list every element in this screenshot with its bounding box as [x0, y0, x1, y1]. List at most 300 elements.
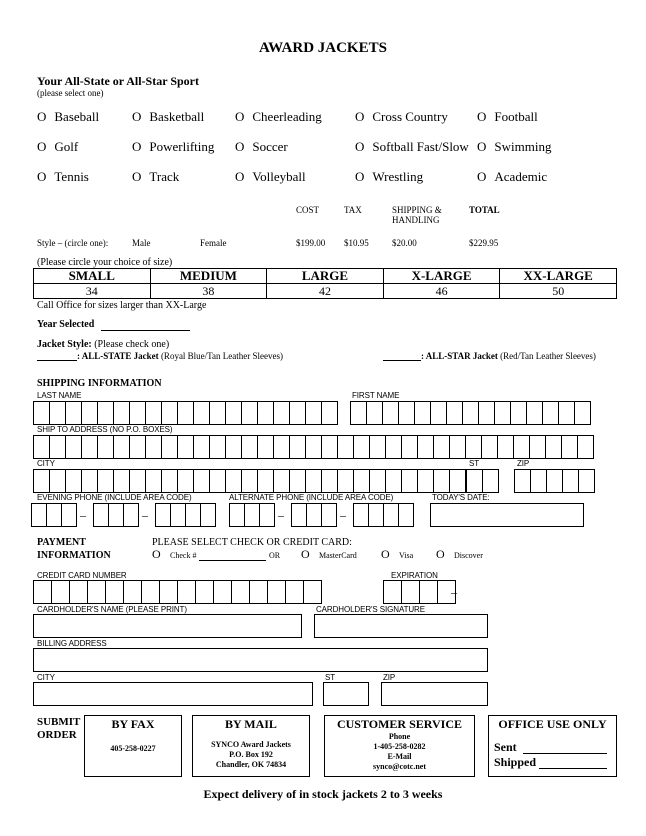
billing-address-field[interactable]	[33, 648, 488, 672]
submit-label-1: SUBMIT	[37, 716, 81, 728]
total-value: $229.95	[469, 238, 499, 248]
cardholder-signature-label: CARDHOLDER'S SIGNATURE	[316, 605, 425, 614]
expiration-cells[interactable]	[383, 580, 455, 604]
sport-option-label: Cheerleading	[252, 109, 322, 124]
char-cell[interactable]	[257, 469, 274, 493]
cs-phone-label: Phone	[388, 732, 411, 741]
all-star-name: : ALL-STAR Jacket	[421, 351, 498, 361]
char-cell[interactable]	[69, 580, 88, 604]
char-cell[interactable]	[303, 580, 322, 604]
shipping-value: $20.00	[392, 238, 417, 248]
sport-option-label: Track	[149, 169, 180, 184]
char-cell[interactable]	[542, 401, 559, 425]
char-cell[interactable]	[65, 469, 82, 493]
sport-option[interactable]	[477, 109, 538, 125]
char-cell[interactable]	[209, 469, 226, 493]
char-cell[interactable]	[526, 401, 543, 425]
char-cell[interactable]	[33, 469, 50, 493]
char-cell[interactable]	[225, 401, 242, 425]
size-header[interactable]: SMALL	[34, 269, 151, 284]
char-cell[interactable]	[446, 401, 463, 425]
char-cell[interactable]	[49, 401, 66, 425]
size-value[interactable]: 38	[150, 284, 267, 299]
char-cell[interactable]	[257, 435, 274, 459]
by-fax-heading: BY FAX	[111, 717, 155, 731]
char-cell[interactable]	[177, 435, 194, 459]
char-cell[interactable]	[562, 469, 579, 493]
char-cell[interactable]	[510, 401, 527, 425]
char-cell[interactable]	[241, 401, 258, 425]
customer-service-box	[324, 715, 475, 777]
by-mail-box	[192, 715, 310, 777]
char-cell[interactable]	[129, 435, 146, 459]
evening-phone-line[interactable]	[155, 503, 215, 527]
mastercard-label: MasterCard	[319, 551, 357, 560]
char-cell[interactable]	[241, 469, 258, 493]
size-value[interactable]: 34	[34, 284, 151, 299]
sport-option[interactable]	[132, 139, 214, 155]
payment-select-text: PLEASE SELECT CHECK OR CREDIT CARD:	[152, 537, 352, 548]
char-cell[interactable]	[51, 580, 70, 604]
char-cell[interactable]	[213, 580, 232, 604]
st-cells[interactable]	[466, 469, 498, 493]
char-cell[interactable]	[305, 401, 322, 425]
all-state-name: : ALL-STATE Jacket	[77, 351, 159, 361]
char-cell[interactable]	[546, 469, 563, 493]
billing-st-field[interactable]	[323, 682, 369, 706]
char-cell[interactable]	[383, 580, 402, 604]
char-cell[interactable]	[161, 435, 178, 459]
char-cell[interactable]	[97, 435, 114, 459]
char-cell[interactable]	[145, 401, 162, 425]
char-cell[interactable]	[229, 503, 245, 527]
char-cell[interactable]	[81, 401, 98, 425]
char-cell[interactable]	[385, 469, 402, 493]
radio-circle-icon[interactable]: O	[37, 109, 47, 124]
char-cell[interactable]	[129, 469, 146, 493]
sport-option[interactable]	[37, 139, 78, 155]
alternate-phone-label: ALTERNATE PHONE (INCLUDE AREA CODE)	[229, 493, 394, 502]
char-cell[interactable]	[49, 435, 66, 459]
size-instruction: (Please circle your choice of size)	[37, 257, 173, 268]
mail-line-3: Chandler, OK 74834	[215, 760, 287, 769]
size-header[interactable]: LARGE	[267, 269, 384, 284]
sport-option-label: Swimming	[494, 139, 552, 154]
radio-circle-icon[interactable]: O	[477, 109, 487, 124]
sport-option[interactable]	[37, 109, 99, 125]
char-cell[interactable]	[225, 435, 242, 459]
char-cell[interactable]	[161, 401, 178, 425]
char-cell[interactable]	[87, 580, 106, 604]
char-cell[interactable]	[259, 503, 275, 527]
char-cell[interactable]	[419, 580, 438, 604]
sport-option[interactable]	[37, 169, 89, 185]
phone-dash: –	[80, 508, 86, 522]
alternate-phone-prefix[interactable]	[291, 503, 336, 527]
visa-label: Visa	[399, 551, 414, 560]
char-cell[interactable]	[529, 435, 546, 459]
sport-option-label: Football	[494, 109, 538, 124]
cardholder-name-field[interactable]	[33, 614, 302, 638]
char-cell[interactable]	[244, 503, 260, 527]
char-cell[interactable]	[417, 469, 434, 493]
char-cell[interactable]	[289, 401, 306, 425]
size-value[interactable]: 42	[267, 284, 384, 299]
char-cell[interactable]	[578, 469, 595, 493]
last-name-label: LAST NAME	[37, 391, 82, 400]
jacket-style-instruction: (Please check one)	[94, 339, 170, 350]
char-cell[interactable]	[249, 580, 268, 604]
char-cell[interactable]	[113, 401, 130, 425]
char-cell[interactable]	[61, 503, 77, 527]
char-cell[interactable]	[289, 435, 306, 459]
char-cell[interactable]	[321, 401, 338, 425]
size-value[interactable]: 46	[383, 284, 500, 299]
radio-circle-icon[interactable]: O	[37, 169, 47, 184]
card-number-cells[interactable]	[33, 580, 321, 604]
char-cell[interactable]	[97, 469, 114, 493]
char-cell[interactable]	[305, 469, 322, 493]
all-star-desc: (Red/Tan Leather Sleeves)	[500, 351, 596, 361]
char-cell[interactable]	[337, 435, 354, 459]
size-header[interactable]: X-LARGE	[383, 269, 500, 284]
char-cell[interactable]	[321, 469, 338, 493]
char-cell[interactable]	[241, 435, 258, 459]
last-name-cells[interactable]	[33, 401, 337, 425]
address-cells[interactable]	[33, 435, 593, 459]
sport-option-label: Volleyball	[252, 169, 306, 184]
char-cell[interactable]	[353, 469, 370, 493]
sport-option-label: Soccer	[252, 139, 288, 154]
billing-city-label: CITY	[37, 673, 55, 682]
style-male[interactable]: Male	[132, 238, 151, 248]
char-cell[interactable]	[129, 401, 146, 425]
address-label: SHIP TO ADDRESS (NO P.O. BOXES)	[37, 425, 173, 434]
char-cell[interactable]	[383, 503, 399, 527]
sport-option[interactable]	[355, 169, 423, 185]
char-cell[interactable]	[401, 469, 418, 493]
char-cell[interactable]	[497, 435, 514, 459]
office-use-box	[488, 715, 617, 777]
first-name-cells[interactable]	[350, 401, 590, 425]
char-cell[interactable]	[123, 580, 142, 604]
char-cell[interactable]	[105, 580, 124, 604]
by-mail-heading: BY MAIL	[225, 717, 277, 731]
char-cell[interactable]	[113, 435, 130, 459]
st-label: ST	[469, 459, 480, 468]
char-cell[interactable]	[353, 503, 369, 527]
sport-option[interactable]	[235, 109, 322, 125]
char-cell[interactable]	[574, 401, 591, 425]
char-cell[interactable]	[81, 435, 98, 459]
style-label: Style – (circle one):	[37, 238, 109, 248]
radio-circle-icon[interactable]: O	[132, 109, 142, 124]
zip-label: ZIP	[517, 459, 530, 468]
evening-phone-prefix[interactable]	[93, 503, 138, 527]
shipped-field[interactable]	[539, 768, 607, 769]
discover-label: Discover	[454, 551, 483, 560]
sport-option[interactable]	[355, 139, 469, 155]
char-cell[interactable]	[430, 401, 447, 425]
char-cell[interactable]	[155, 503, 171, 527]
sport-subheading: (please select one)	[37, 88, 104, 98]
char-cell[interactable]	[494, 401, 511, 425]
char-cell[interactable]	[65, 401, 82, 425]
char-cell[interactable]	[369, 435, 386, 459]
char-cell[interactable]	[209, 435, 226, 459]
submit-label-2: ORDER	[37, 729, 77, 741]
char-cell[interactable]	[401, 435, 418, 459]
char-cell[interactable]	[185, 503, 201, 527]
radio-circle-icon[interactable]: O	[235, 169, 245, 184]
char-cell[interactable]	[337, 469, 354, 493]
phone-dash: –	[278, 508, 284, 522]
shipping-header-line2: HANDLING	[392, 215, 440, 225]
char-cell[interactable]	[273, 435, 290, 459]
radio-check[interactable]: O	[152, 547, 161, 561]
sport-option-label: Cross Country	[372, 109, 448, 124]
char-cell[interactable]	[193, 469, 210, 493]
char-cell[interactable]	[177, 469, 194, 493]
zip-cells[interactable]	[514, 469, 594, 493]
cardholder-name-label: CARDHOLDER'S NAME (PLEASE PRINT)	[37, 605, 187, 614]
check-label: Check #	[170, 551, 197, 560]
char-cell[interactable]	[462, 401, 479, 425]
alternate-phone-line[interactable]	[353, 503, 413, 527]
sport-option[interactable]	[132, 109, 204, 125]
shipping-heading: SHIPPING INFORMATION	[37, 378, 162, 389]
char-cell[interactable]	[401, 580, 420, 604]
char-cell[interactable]	[231, 580, 250, 604]
sport-option-label: Wrestling	[372, 169, 424, 184]
char-cell[interactable]	[141, 580, 160, 604]
all-state-check-field[interactable]	[37, 360, 77, 361]
char-cell[interactable]	[177, 580, 196, 604]
radio-circle-icon[interactable]: O	[355, 109, 365, 124]
sent-label: Sent	[494, 740, 517, 754]
char-cell[interactable]	[209, 401, 226, 425]
char-cell[interactable]	[368, 503, 384, 527]
char-cell[interactable]	[385, 435, 402, 459]
billing-st-label: ST	[325, 673, 336, 682]
char-cell[interactable]	[195, 580, 214, 604]
city-label: CITY	[37, 459, 55, 468]
radio-circle-icon[interactable]: O	[235, 139, 245, 154]
char-cell[interactable]	[433, 435, 450, 459]
char-cell[interactable]	[289, 469, 306, 493]
all-state-desc: (Royal Blue/Tan Leather Sleeves)	[160, 351, 284, 361]
sport-option-label: Tennis	[54, 169, 89, 184]
todays-date-field[interactable]	[430, 503, 584, 527]
radio-circle-icon[interactable]: O	[477, 169, 487, 184]
all-star-check-field[interactable]	[383, 360, 421, 361]
char-cell[interactable]	[350, 401, 367, 425]
sport-option[interactable]	[477, 139, 551, 155]
char-cell[interactable]	[398, 503, 414, 527]
radio-circle-icon[interactable]: O	[355, 169, 365, 184]
char-cell[interactable]	[33, 401, 50, 425]
char-cell[interactable]	[366, 401, 383, 425]
page-title: AWARD JACKETS	[259, 40, 387, 56]
cost-value: $199.00	[296, 238, 326, 248]
char-cell[interactable]	[31, 503, 47, 527]
char-cell[interactable]	[449, 435, 466, 459]
payment-heading-1: PAYMENT	[37, 537, 86, 548]
sport-option-label: Baseball	[54, 109, 100, 124]
expiration-dash: –	[451, 585, 457, 599]
sent-field[interactable]	[523, 753, 607, 754]
char-cell[interactable]	[123, 503, 139, 527]
sport-option-label: Golf	[54, 139, 79, 154]
city-cells[interactable]	[33, 469, 465, 493]
radio-circle-icon[interactable]: O	[355, 139, 365, 154]
first-name-label: FIRST NAME	[352, 391, 400, 400]
char-cell[interactable]	[33, 580, 52, 604]
char-cell[interactable]	[177, 401, 194, 425]
sport-option[interactable]	[477, 169, 547, 185]
char-cell[interactable]	[49, 469, 66, 493]
char-cell[interactable]	[306, 503, 322, 527]
evening-phone-label: EVENING PHONE (INCLUDE AREA CODE)	[37, 493, 192, 502]
size-note: Call Office for sizes larger than XX-Large	[37, 300, 207, 311]
or-label: OR	[269, 551, 281, 560]
char-cell[interactable]	[530, 469, 547, 493]
char-cell[interactable]	[414, 401, 431, 425]
char-cell[interactable]	[465, 435, 482, 459]
radio-discover[interactable]: O	[436, 547, 445, 561]
sport-option-label: Academic	[494, 169, 548, 184]
char-cell[interactable]	[193, 435, 210, 459]
radio-circle-icon[interactable]: O	[132, 139, 142, 154]
sport-heading: Your All-State or All-Star Sport	[37, 74, 200, 88]
delivery-note: Expect delivery of in stock jackets 2 to 3 weeks	[203, 787, 443, 801]
char-cell[interactable]	[481, 435, 498, 459]
char-cell[interactable]	[558, 401, 575, 425]
char-cell[interactable]	[417, 435, 434, 459]
char-cell[interactable]	[353, 435, 370, 459]
cs-email: synco@cotc.net	[373, 762, 426, 771]
size-header[interactable]: MEDIUM	[150, 269, 267, 284]
evening-phone-area[interactable]	[31, 503, 76, 527]
char-cell[interactable]	[145, 469, 162, 493]
char-cell[interactable]	[200, 503, 216, 527]
char-cell[interactable]	[285, 580, 304, 604]
char-cell[interactable]	[482, 469, 499, 493]
char-cell[interactable]	[113, 469, 130, 493]
char-cell[interactable]	[466, 469, 483, 493]
phone-dash: –	[142, 508, 148, 522]
char-cell[interactable]	[33, 435, 50, 459]
sport-option-label: Softball Fast/Slow	[372, 139, 469, 154]
expiration-label: EXPIRATION	[391, 571, 438, 580]
sport-option[interactable]	[355, 109, 448, 125]
char-cell[interactable]	[513, 435, 530, 459]
size-table	[33, 268, 617, 299]
alternate-phone-area[interactable]	[229, 503, 274, 527]
radio-visa[interactable]: O	[381, 547, 390, 561]
char-cell[interactable]	[478, 401, 495, 425]
char-cell[interactable]	[321, 435, 338, 459]
char-cell[interactable]	[267, 580, 286, 604]
cs-email-label: E-Mail	[387, 752, 412, 761]
billing-zip-label: ZIP	[383, 673, 396, 682]
sport-option-label: Powerlifting	[149, 139, 215, 154]
char-cell[interactable]	[398, 401, 415, 425]
fax-number: 405-258-0227	[110, 744, 156, 753]
char-cell[interactable]	[514, 469, 531, 493]
char-cell[interactable]	[170, 503, 186, 527]
char-cell[interactable]	[161, 469, 178, 493]
char-cell[interactable]	[561, 435, 578, 459]
char-cell[interactable]	[108, 503, 124, 527]
char-cell[interactable]	[46, 503, 62, 527]
year-selected-field[interactable]	[101, 330, 190, 331]
jacket-style-heading: Jacket Style:	[37, 339, 92, 350]
total-header: TOTAL	[469, 205, 500, 215]
sport-option[interactable]	[235, 169, 306, 185]
radio-circle-icon[interactable]: O	[477, 139, 487, 154]
tax-header: TAX	[344, 205, 362, 215]
year-selected-label: Year Selected	[37, 319, 95, 330]
payment-heading-2: INFORMATION	[37, 550, 111, 561]
char-cell[interactable]	[545, 435, 562, 459]
check-number-field[interactable]	[199, 560, 266, 561]
tax-value: $10.95	[344, 238, 369, 248]
todays-date-label: TODAY'S DATE:	[432, 493, 490, 502]
char-cell[interactable]	[159, 580, 178, 604]
mail-line-2: P.O. Box 192	[229, 750, 273, 759]
char-cell[interactable]	[145, 435, 162, 459]
phone-dash: –	[340, 508, 346, 522]
char-cell[interactable]	[225, 469, 242, 493]
billing-zip-field[interactable]	[381, 682, 488, 706]
radio-mastercard[interactable]: O	[301, 547, 310, 561]
char-cell[interactable]	[577, 435, 594, 459]
sport-option[interactable]	[132, 169, 179, 185]
cs-phone: 1-405-258-0282	[373, 742, 426, 751]
office-use-heading: OFFICE USE ONLY	[498, 717, 607, 731]
card-number-label: CREDIT CARD NUMBER	[37, 571, 127, 580]
char-cell[interactable]	[321, 503, 337, 527]
char-cell[interactable]	[93, 503, 109, 527]
radio-circle-icon[interactable]: O	[235, 109, 245, 124]
char-cell[interactable]	[291, 503, 307, 527]
billing-city-field[interactable]	[33, 682, 313, 706]
char-cell[interactable]	[273, 469, 290, 493]
char-cell[interactable]	[97, 401, 114, 425]
sport-option[interactable]	[235, 139, 288, 155]
char-cell[interactable]	[193, 401, 210, 425]
by-fax-box	[84, 715, 182, 777]
size-header[interactable]: XX-LARGE	[500, 269, 617, 284]
radio-circle-icon[interactable]: O	[132, 169, 142, 184]
style-female[interactable]: Female	[200, 238, 227, 248]
char-cell[interactable]	[449, 469, 466, 493]
char-cell[interactable]	[305, 435, 322, 459]
shipping-header-line1: SHIPPING &	[392, 205, 442, 215]
char-cell[interactable]	[65, 435, 82, 459]
char-cell[interactable]	[369, 469, 386, 493]
char-cell[interactable]	[273, 401, 290, 425]
size-value[interactable]: 50	[500, 284, 617, 299]
radio-circle-icon[interactable]: O	[37, 139, 47, 154]
char-cell[interactable]	[433, 469, 450, 493]
cardholder-signature-field[interactable]	[314, 614, 488, 638]
char-cell[interactable]	[81, 469, 98, 493]
char-cell[interactable]	[382, 401, 399, 425]
mail-line-1: SYNCO Award Jackets	[211, 740, 291, 749]
char-cell[interactable]	[257, 401, 274, 425]
